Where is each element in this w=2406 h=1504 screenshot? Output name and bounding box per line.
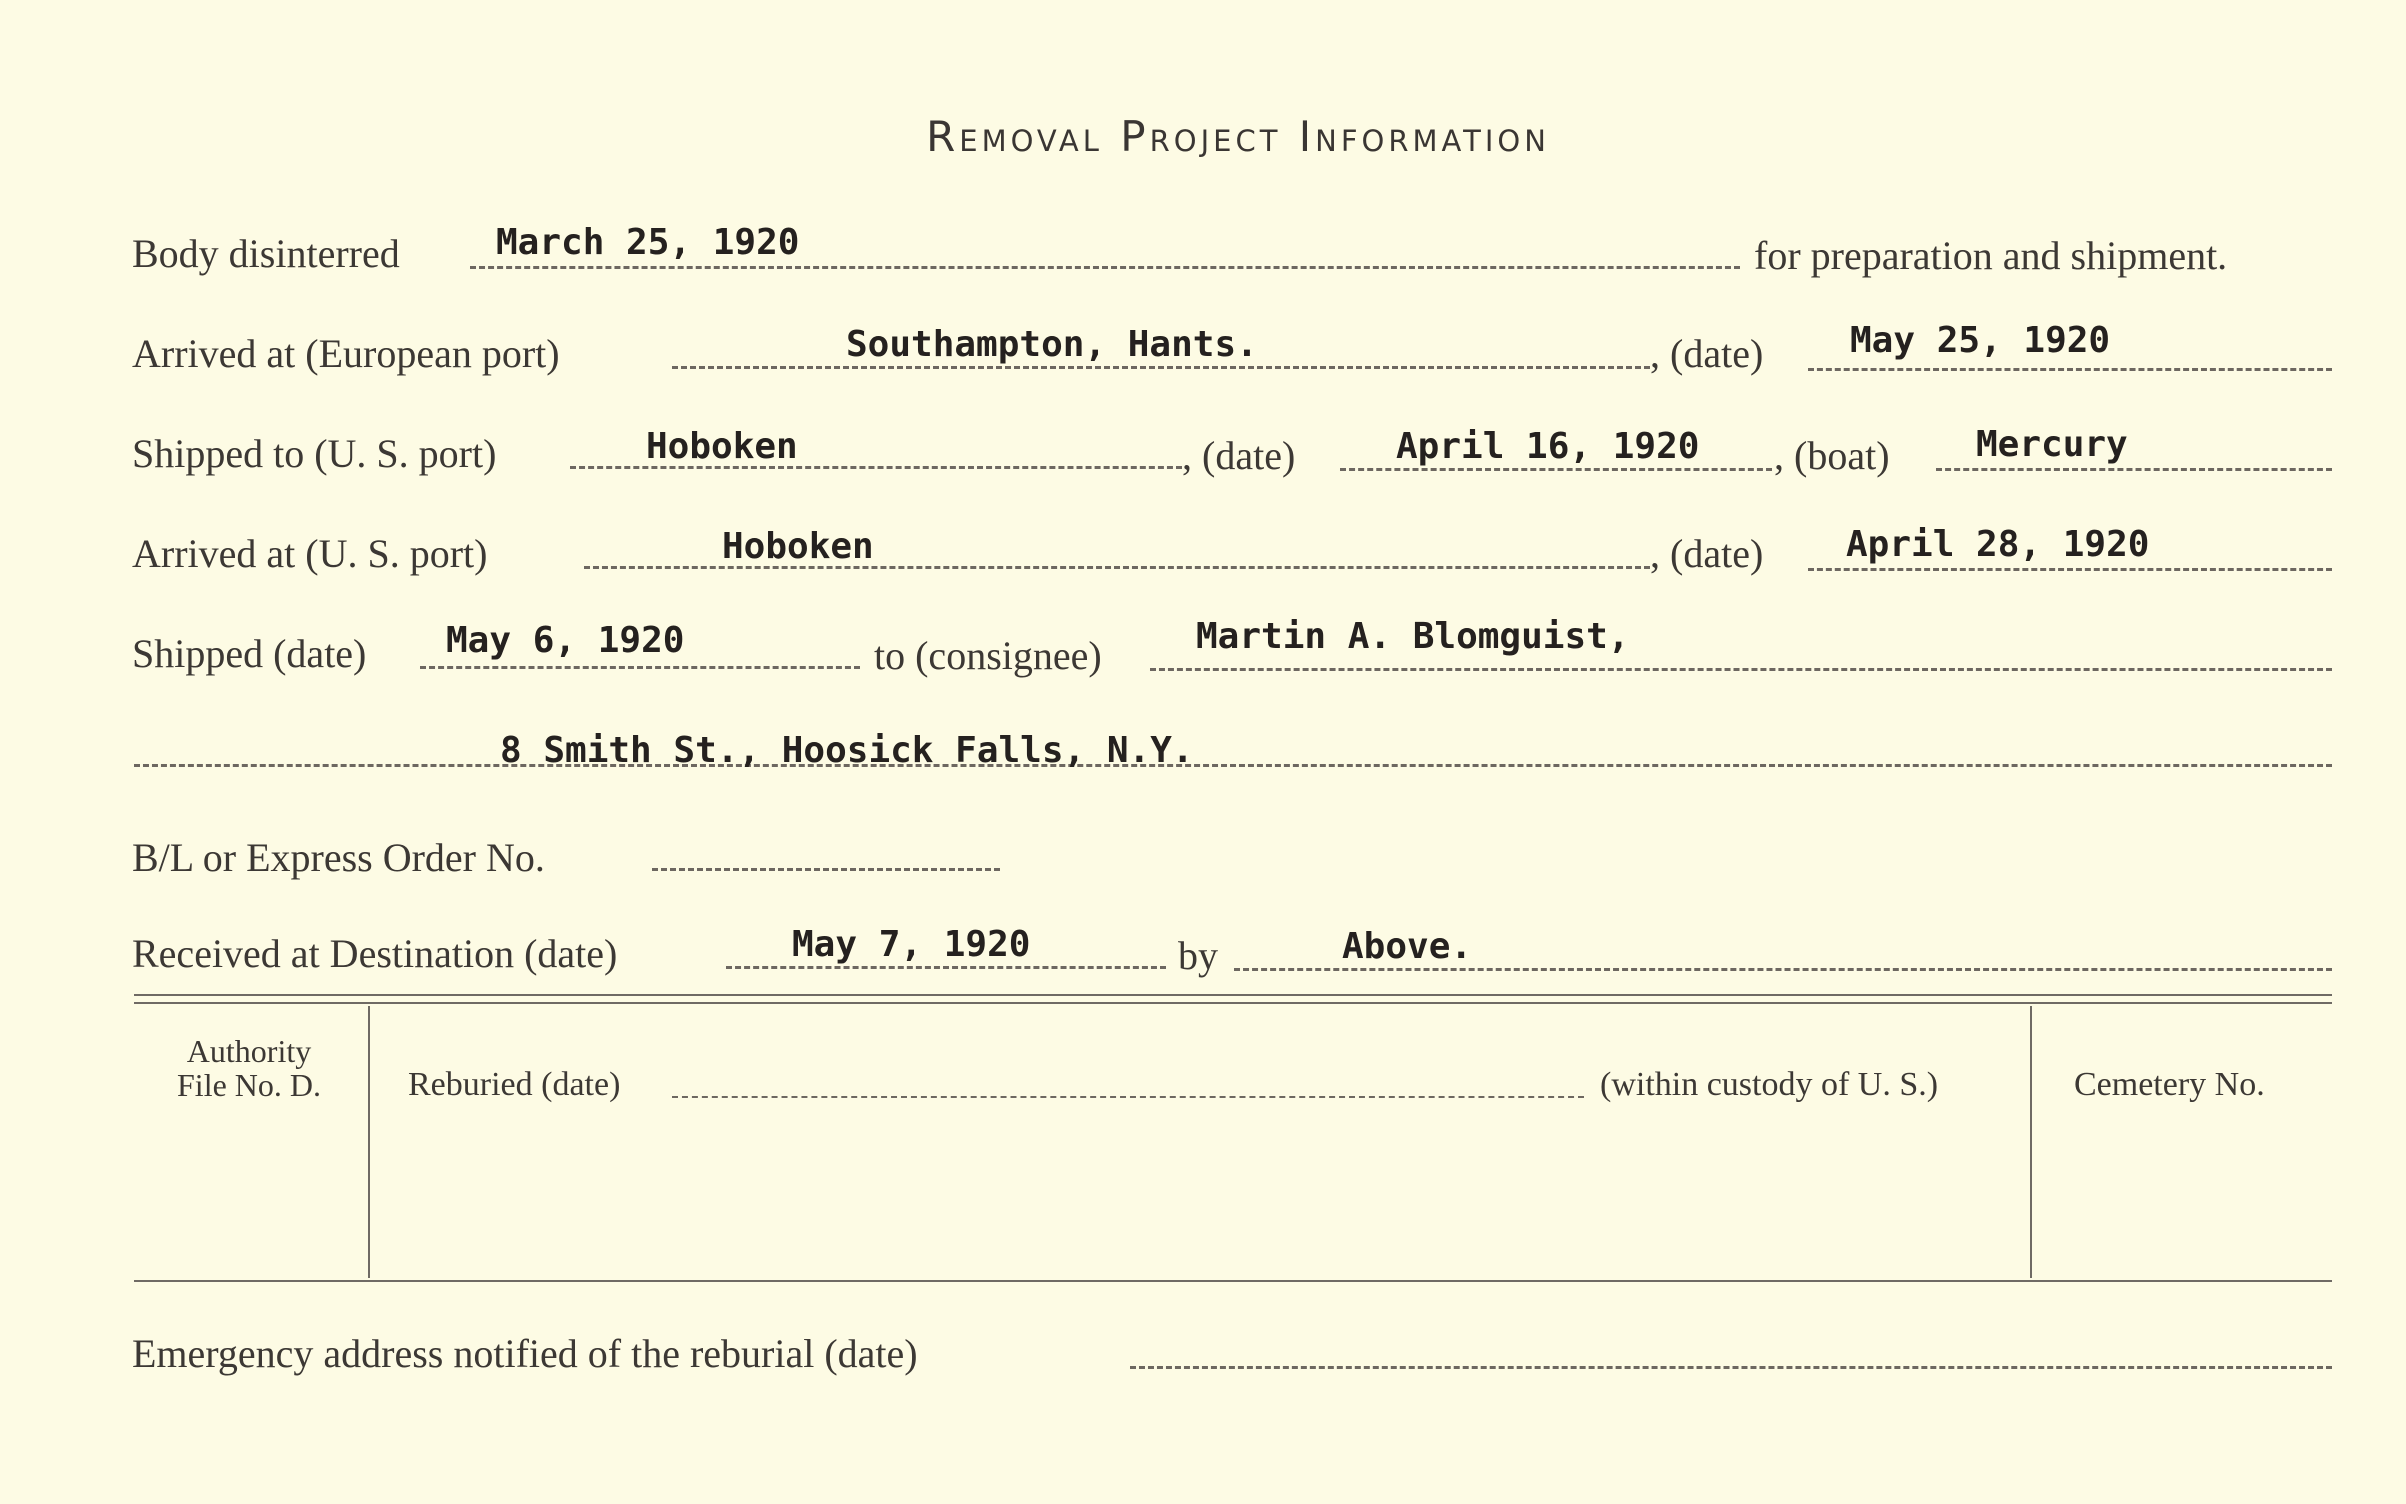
- consignee-label: to (consignee): [874, 633, 1102, 678]
- received-by-label: by: [1178, 933, 1218, 978]
- shipped-us-label: Shipped to (U. S. port): [132, 431, 497, 476]
- arrived-us-date: April 28, 1920: [1846, 524, 2150, 565]
- received-date-line: [726, 966, 1166, 969]
- arrived-europe-label: Arrived at (European port): [132, 331, 560, 376]
- arrived-europe-date: May 25, 1920: [1850, 320, 2111, 361]
- authority-line2: File No. D.: [177, 1067, 321, 1103]
- column-divider-right: [2030, 1006, 2032, 1278]
- received-label: Received at Destination (date): [132, 931, 618, 976]
- bl-line: [652, 868, 1000, 871]
- arrived-us-label: Arrived at (U. S. port): [132, 531, 488, 576]
- consignee-name: Martin A. Blomguist,: [1196, 616, 1630, 657]
- address-line: [134, 764, 2332, 767]
- column-divider-left: [368, 1006, 370, 1278]
- disinterred-date: March 25, 1920: [496, 222, 800, 263]
- shipped-date-line: [420, 666, 860, 669]
- disinterred-line: [470, 266, 1740, 269]
- authority-line1: Authority: [186, 1033, 312, 1069]
- bl-label: B/L or Express Order No.: [132, 835, 545, 880]
- arrived-us-port: Hoboken: [722, 526, 874, 567]
- reburied-line: [672, 1096, 1584, 1098]
- shipped-date-label: Shipped (date): [132, 631, 367, 676]
- double-rule-bottom: [134, 1002, 2332, 1004]
- double-rule-top: [134, 994, 2332, 996]
- shipped-us-boat-line: [1936, 468, 2332, 471]
- consignee-address: 8 Smith St., Hoosick Falls, N.Y.: [500, 730, 1194, 771]
- shipped-us-date-line: [1340, 468, 1772, 471]
- arrived-europe-port: Southampton, Hants.: [846, 324, 1258, 365]
- shipped-us-boat: Mercury: [1976, 424, 2128, 465]
- received-by: Above.: [1342, 926, 1473, 967]
- emergency-label: Emergency address notified of the reburial (date): [132, 1331, 918, 1376]
- cemetery-label: Cemetery No.: [2074, 1066, 2265, 1103]
- arrived-europe-date-line: [1808, 368, 2332, 371]
- reburied-label: Reburied (date): [408, 1066, 621, 1103]
- disinterred-label: Body disinterred: [132, 231, 400, 276]
- received-date: May 7, 1920: [792, 924, 1031, 965]
- shipped-us-port: Hoboken: [646, 426, 798, 467]
- shipped-date: May 6, 1920: [446, 620, 685, 661]
- shipped-us-date-label: , (date): [1182, 433, 1296, 478]
- authority-label: [134, 1034, 364, 1102]
- arrived-us-date-line: [1808, 568, 2332, 571]
- consignee-line: [1150, 668, 2332, 671]
- card-title: Removal Project Information: [926, 112, 1550, 161]
- section-bottom-rule: [134, 1280, 2332, 1282]
- emergency-line: [1130, 1366, 2332, 1369]
- shipped-us-boat-label: , (boat): [1774, 433, 1890, 478]
- arrived-us-date-label: , (date): [1650, 531, 1764, 576]
- disinterred-suffix: for preparation and shipment.: [1754, 233, 2228, 278]
- shipped-us-date: April 16, 1920: [1396, 426, 1700, 467]
- reburied-suffix: (within custody of U. S.): [1600, 1066, 1939, 1103]
- arrived-europe-line: [672, 366, 1650, 369]
- arrived-europe-date-label: , (date): [1650, 331, 1764, 376]
- received-by-line: [1234, 968, 2332, 971]
